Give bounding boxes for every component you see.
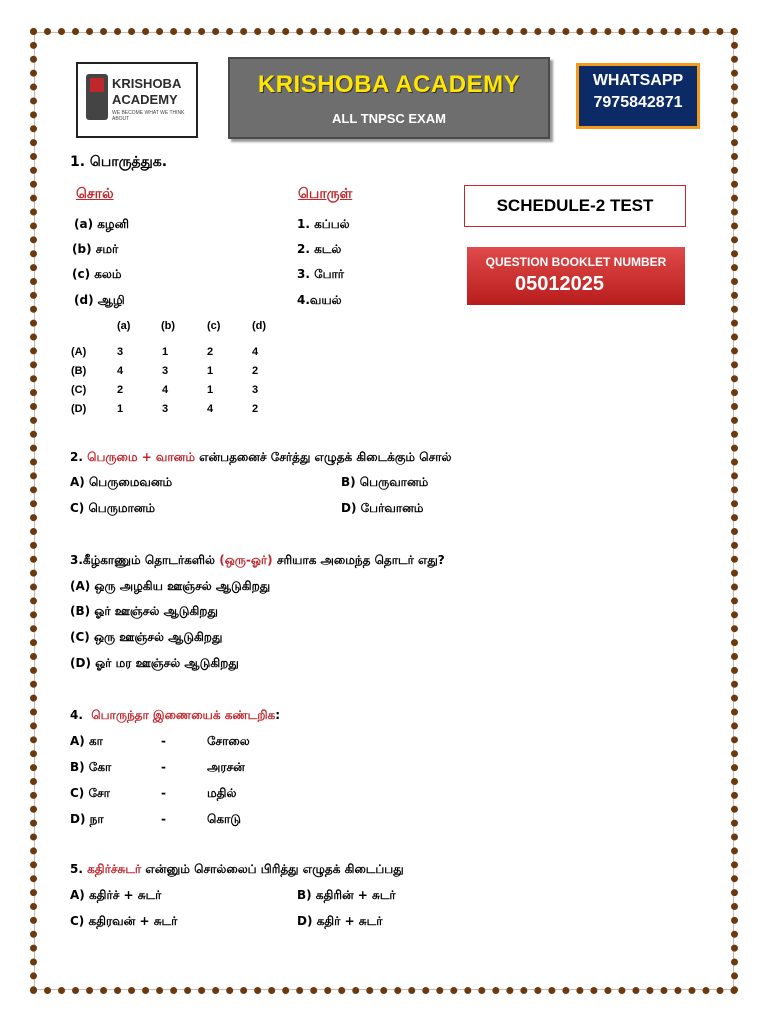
q2-option-b: B) பெருவானம்: [341, 475, 429, 489]
q5-option-c: C) கதிரவன் + சுடர்: [70, 914, 178, 928]
q5-option-b: B) கதிரின் + சுடர்: [297, 888, 396, 902]
q1-option-value: 3: [117, 346, 124, 358]
q1-left-item: (c) கலம்: [72, 267, 122, 281]
q1-option-value: 2: [207, 346, 214, 358]
q2-question: 2. பெருமை + வானம் என்பதனைச் சேர்த்து எழுதக் கிடைக்கும் சொல்: [70, 450, 452, 464]
q4-question: 4. பொருந்தா இணையைக் கண்டறிக:: [70, 708, 281, 722]
q1-option-value: 1: [207, 365, 214, 377]
q1-option-label: (A): [71, 346, 87, 358]
q4-option-right: அரசன்: [207, 760, 245, 774]
q4-option-right: சோலை: [207, 734, 250, 748]
q1-grid-head: (d): [252, 320, 267, 332]
q3-option: (C) ஒரு ஊஞ்சல் ஆடுகிறது: [70, 630, 223, 644]
q1-grid-head: (c): [207, 320, 221, 332]
q2-option-d: D) பேர்வானம்: [341, 501, 424, 515]
q1-right-item: 4.வயல்: [297, 293, 342, 307]
logo-tagline: WE BECOME WHAT WE THINK ABOUT: [112, 110, 185, 122]
logo-mark-icon: [86, 74, 108, 120]
q4-option-dash: -: [161, 786, 166, 800]
q1-option-value: 1: [162, 346, 169, 358]
q4-option-left: C) சோ: [70, 786, 110, 800]
q2-highlight: பெருமை + வானம்: [87, 450, 195, 464]
academy-logo: [76, 62, 198, 138]
q5-option-a: A) கதிர்ச் + சுடர்: [70, 888, 162, 902]
q1-title: 1. பொருத்துக.: [70, 154, 168, 170]
q4-option-left: B) கோ: [70, 760, 112, 774]
q2-option-a: A) பெருமைவனம்: [70, 475, 173, 489]
q5-option-d: D) கதிர் + சுடர்: [297, 914, 383, 928]
q4-option-dash: -: [161, 760, 166, 774]
title-banner: [228, 57, 550, 139]
q4-option-right: கொடு: [207, 812, 241, 826]
q1-option-value: 3: [252, 384, 259, 396]
q4-option-dash: -: [161, 812, 166, 826]
schedule-test-box: SCHEDULE-2 TEST: [464, 185, 686, 227]
whatsapp-number: 7975842871: [593, 94, 683, 111]
q2-option-c: C) பெருமானம்: [70, 501, 156, 515]
q1-option-value: 1: [117, 403, 124, 415]
q1-option-label: (B): [71, 365, 87, 377]
q1-col-meaning: பொருள்: [298, 186, 353, 202]
q1-right-item: 3. போர்: [297, 267, 345, 281]
whatsapp-label: WHATSAPP: [592, 72, 684, 89]
q1-option-value: 4: [117, 365, 124, 377]
whatsapp-box: [576, 63, 700, 129]
q1-option-value: 2: [252, 403, 259, 415]
q1-option-label: (D): [71, 403, 87, 415]
q1-option-value: 2: [117, 384, 124, 396]
q1-right-item: 2. கடல்: [297, 242, 342, 256]
q3-option: (B) ஓர் ஊஞ்சல் ஆடுகிறது: [70, 604, 218, 618]
q1-left-item: (b) சமர்: [72, 242, 119, 256]
q1-right-item: 1. கப்பல்: [297, 217, 350, 231]
q1-option-value: 4: [252, 346, 259, 358]
q5-question: 5. கதிர்ச்சுடர் என்னும் சொல்லைப் பிரித்து எழுதக் கிடைப்பது: [70, 862, 404, 876]
question-booklet-box: [467, 247, 685, 305]
q5-highlight: கதிர்ச்சுடர்: [87, 862, 142, 876]
banner-title: KRISHOBA ACADEMY: [257, 71, 521, 98]
q3-question: 3.கீழ்காணும் தொடர்களில் (ஒரு-ஓர்) சரியாக அமைந்த தொடர் எது?: [70, 553, 445, 567]
booklet-label: QUESTION BOOKLET NUMBER: [485, 255, 667, 269]
q1-option-label: (C): [71, 384, 87, 396]
q1-col-word: சொல்: [76, 186, 114, 202]
q3-highlight: (ஒரு-ஓர்): [219, 553, 273, 567]
q1-option-value: 4: [162, 384, 169, 396]
q4-option-left: D) நா: [70, 812, 104, 826]
q1-option-value: 3: [162, 365, 169, 377]
logo-text: KRISHOBA ACADEMY: [112, 76, 182, 107]
booklet-number: 05012025: [515, 273, 604, 295]
q1-left-item: (a) கழனி: [74, 217, 129, 231]
q1-option-value: 2: [252, 365, 259, 377]
q1-option-value: 4: [207, 403, 214, 415]
q3-option: (D) ஓர் மர ஊஞ்சல் ஆடுகிறது: [70, 656, 239, 670]
q1-left-item: (d) ஆழி: [74, 293, 125, 307]
q4-option-right: மதில்: [207, 786, 237, 800]
banner-subtitle: ALL TNPSC EXAM: [332, 111, 446, 126]
q1-option-value: 3: [162, 403, 169, 415]
q3-option: (A) ஒரு அழகிய ஊஞ்சல் ஆடுகிறது: [70, 579, 271, 593]
q4-highlight: பொருந்தா இணையைக் கண்டறிக: [91, 708, 276, 722]
q4-option-left: A) கா: [70, 734, 103, 748]
q1-grid-head: (b): [161, 320, 176, 332]
q1-grid-head: (a): [117, 320, 131, 332]
q1-option-value: 1: [207, 384, 214, 396]
q4-option-dash: -: [161, 734, 166, 748]
